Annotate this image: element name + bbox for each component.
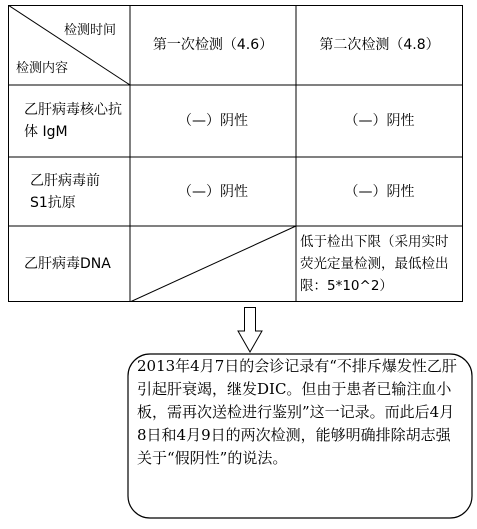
header-corner-time: 检测时间 (64, 23, 117, 38)
row-label-pres1: 乙肝病毒前S1抗原 (30, 172, 100, 211)
consultation-note: 2013年4月7日的会诊记录有“不排斥爆发性乙肝引起肝衰竭，继发DIC。但由于患者已输注血小板，需再次送检进行鉴别”这一记录。而此后4月8日和4月9日的两次检测，能够明确排除胡志强关于“假阴性”的说法。 (137, 357, 457, 467)
pres1-first-result: （—）阴性 (178, 183, 248, 200)
row-label-igm: 乙肝病毒核心抗体 IgM (24, 102, 122, 140)
test-results-table (8, 5, 463, 302)
igm-first-result: （—）阴性 (178, 113, 248, 129)
igm-second-result: （—）阴性 (344, 113, 415, 129)
pres1-second-result: （—）阴性 (344, 183, 415, 200)
header-second-test: 第二次检测（4.8） (319, 37, 440, 53)
down-arrow-icon (237, 307, 263, 353)
header-first-test: 第一次检测（4.6） (152, 37, 274, 53)
dna-first-result (130, 226, 296, 302)
dna-second-result: 低于检出下限（采用实时荧光定量检测，最低检出限：5*10^2） (300, 234, 449, 294)
row-label-dna: 乙肝病毒DNA (24, 256, 111, 272)
header-corner-item: 检测内容 (16, 61, 69, 76)
